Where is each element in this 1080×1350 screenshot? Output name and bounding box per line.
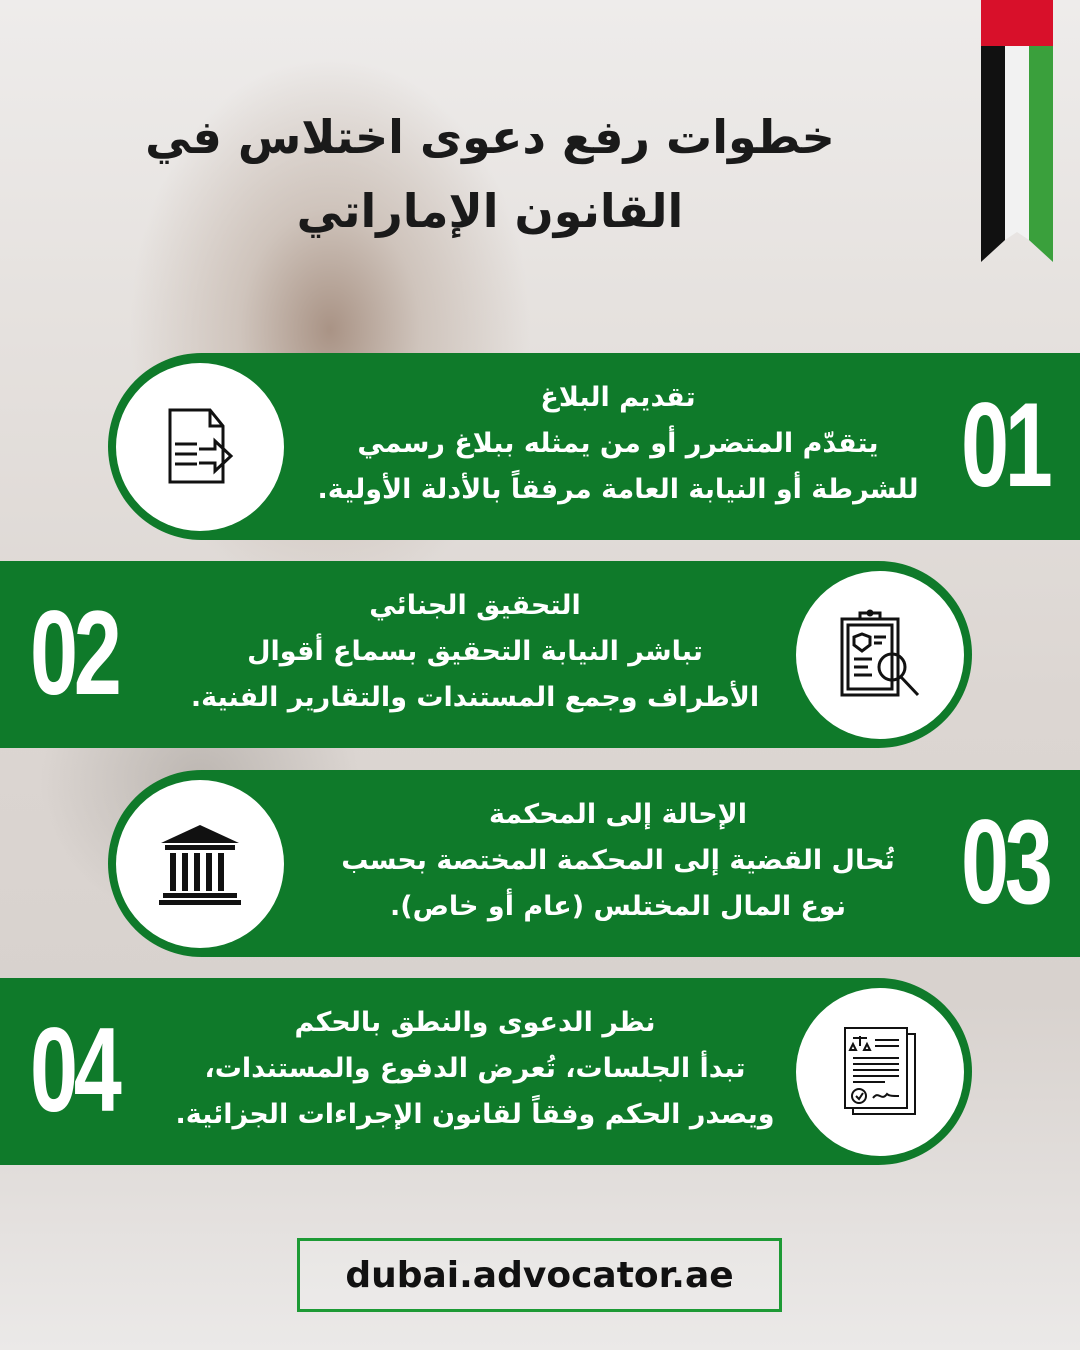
uae-flag-ribbon-icon xyxy=(981,0,1053,262)
step-1-icon-circle xyxy=(116,363,284,531)
step-3-line-2: نوع المال المختلس (عام أو خاص). xyxy=(390,891,846,922)
page-title xyxy=(120,100,860,248)
step-3-icon-circle xyxy=(116,780,284,948)
step-3-number: 03 xyxy=(960,795,1048,929)
title-line-2: القانون الإماراتي xyxy=(296,184,684,238)
step-3-card xyxy=(108,770,1080,957)
step-1-card xyxy=(108,353,1080,540)
step-2-number: 02 xyxy=(30,586,118,720)
courthouse-icon xyxy=(155,819,245,909)
step-4-number: 04 xyxy=(30,1003,118,1137)
step-1-text xyxy=(298,375,938,513)
step-1-line-2: للشرطة أو النيابة العامة مرفقاً بالأدلة الأولية. xyxy=(317,474,919,505)
step-3-text xyxy=(298,792,938,930)
step-1-heading: تقديم البلاغ xyxy=(540,382,696,413)
step-3-line-1: تُحال القضية إلى المحكمة المختصة بحسب xyxy=(341,845,895,876)
step-2-icon-circle xyxy=(796,571,964,739)
step-2-line-2: الأطراف وجمع المستندات والتقارير الفنية. xyxy=(190,682,760,713)
step-3-heading: الإحالة إلى المحكمة xyxy=(488,799,748,830)
step-4-heading: نظر الدعوى والنطق بالحكم xyxy=(294,1007,656,1038)
legal-document-icon xyxy=(835,1024,925,1120)
step-2-card xyxy=(0,561,972,748)
step-4-icon-circle xyxy=(796,988,964,1156)
step-2-heading: التحقيق الجنائي xyxy=(369,590,581,621)
title-line-1: خطوات رفع دعوى اختلاس في xyxy=(145,110,835,164)
document-arrow-icon xyxy=(155,402,245,492)
step-4-text xyxy=(150,1000,800,1138)
step-1-line-1: يتقدّم المتضرر أو من يمثله ببلاغ رسمي xyxy=(357,428,879,459)
step-4-card xyxy=(0,978,972,1165)
step-2-line-1: تباشر النيابة التحقيق بسماع أقوال xyxy=(247,636,703,667)
website-link[interactable]: dubai.advocator.ae xyxy=(297,1238,782,1312)
step-1-number: 01 xyxy=(960,378,1048,512)
clipboard-magnifier-icon xyxy=(832,607,928,703)
step-2-text xyxy=(150,583,800,721)
step-4-line-2: ويصدر الحكم وفقاً لقانون الإجراءات الجزائية. xyxy=(175,1099,775,1130)
step-4-line-1: تبدأ الجلسات، تُعرض الدفوع والمستندات، xyxy=(204,1053,746,1084)
